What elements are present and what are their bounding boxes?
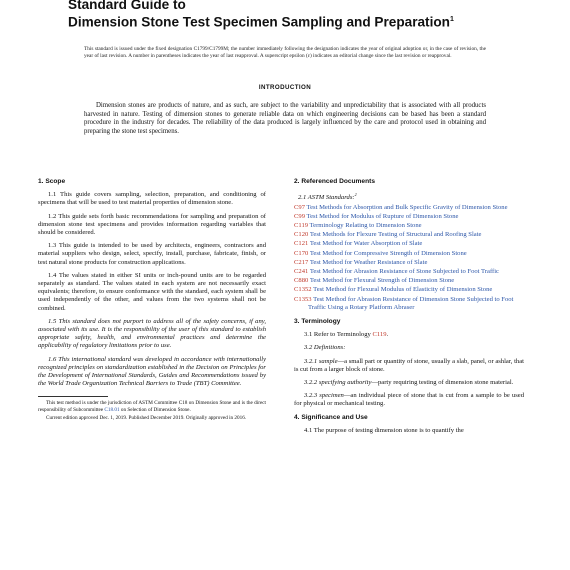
reference-item[interactable] <box>294 240 524 248</box>
term-specifying-authority-definition: —party requiring testing of dimension stone material. <box>371 379 514 387</box>
terminology-3-1-prefix: 3.1 Refer to Terminology <box>304 331 371 339</box>
reference-title[interactable]: Test Methods for Flexure Testing of Structural and Roofing Slate <box>309 231 482 239</box>
reference-item[interactable] <box>294 250 524 258</box>
reference-list <box>294 204 524 312</box>
right-column <box>294 178 524 440</box>
scope-paragraph-1-4: 1.4 The values stated in either SI units or inch-pound units are to be regarded separately as standard. The values stated in each system are not necessarily exact equivalents; therefore, to ensure conformance with the standard, each system shall be used independently of the other, and values from the two systems shall not be combined. <box>38 271 266 312</box>
reference-code[interactable]: C170 <box>294 249 309 257</box>
reference-item[interactable] <box>294 259 524 267</box>
scope-paragraph-1-6: 1.6 This international standard was developed in accordance with internationally recognized principles on standardization established in the Decision on Principles for the Development of International Standards, Guides and Recommendations issued by the World Trade Organization Technical Barriers to Trade (TBT) Committee. <box>38 355 266 388</box>
reference-item[interactable] <box>294 296 524 312</box>
scope-paragraph-1-5: 1.5 This standard does not purport to address all of the safety concerns, if any, associated with its use. It is the responsibility of the user of this standard to establish appropriate safety, health, and environmental practices and determine the applicability of regulatory limitations prior to use. <box>38 317 266 350</box>
terminology-heading: 3. Terminology <box>294 318 341 326</box>
scope-heading: 1. Scope <box>38 178 66 185</box>
astm-standards-subheading <box>294 191 524 202</box>
reference-code[interactable]: C217 <box>294 258 309 266</box>
reference-title[interactable]: Test Method for Compressive Strength of Dimension Stone <box>309 249 467 257</box>
reference-code[interactable]: C1353 <box>294 295 312 303</box>
scope-paragraph-1-2: 1.2 This guide sets forth basic recommendations for sampling and preparation of dimension stone test specimens and provides information regarding variables that should be considered. <box>38 212 266 237</box>
reference-item[interactable] <box>294 268 524 276</box>
reference-code[interactable]: C97 <box>294 203 305 211</box>
footnote-1-link[interactable]: C18.01 <box>104 406 120 413</box>
footnote-1 <box>38 400 266 413</box>
term-specimen-definition: —an individual piece of stone that is cut from a sample to be used for physical or mechanical testing. <box>294 392 524 408</box>
terminology-paragraph-3-2-1 <box>294 358 524 374</box>
reference-title[interactable]: Terminology Relating to Dimension Stone <box>309 222 422 229</box>
term-sample-definition: —a small part or quantity of stone, usually a slab, panel, or ashlar, that is cut from a larger block of stone. <box>294 357 524 373</box>
term-sample: 3.2.1 sample <box>304 357 338 365</box>
significance-paragraph-4-1: 4.1 The purpose of testing dimension stone is to quantify the <box>304 426 464 434</box>
terminology-c119-link[interactable]: C119 <box>372 331 387 339</box>
title-line-2-text: Dimension Stone Test Specimen Sampling and Preparation <box>68 14 450 30</box>
reference-item[interactable] <box>294 222 524 230</box>
reference-title[interactable]: Test Method for Abrasion Resistance of Dimension Stone Subjected to Foot Traffic Using a Rotary Platform Abraser <box>308 295 514 311</box>
footnote-1-suffix: on Selection of Dimension Stone. <box>120 406 191 413</box>
term-specimen: 3.2.3 specimen <box>304 392 344 400</box>
reference-item[interactable] <box>294 204 524 212</box>
terminology-3-1-suffix: . <box>386 331 389 339</box>
reference-code[interactable]: C99 <box>294 212 305 220</box>
terminology-paragraph-3-2-2 <box>294 379 524 387</box>
left-column <box>38 178 266 424</box>
title-line-1: Standard Guide to <box>68 0 186 12</box>
reference-item[interactable] <box>294 231 524 239</box>
designation-notice: This standard is issued under the fixed designation C1799/C1799M; the number immediately following the designation indicates the year of original adoption or, in the case of revision, the year of last revision. A number in parentheses indicates the year of last reapproval. A superscript epsilon (ε) indicates an editorial change since the last revision or reapproval. <box>84 46 486 59</box>
introduction-text: Dimension stones are products of nature, and as such, are subject to the variability and unpredictability that is associated with all products harvested in nature. Testing of dimension stones to generate reliable data on which engineering decisions can be based has been a standard procedure in the industry for decades. The reliability of the data produced is largely influenced by the care and protocol used in obtaining and preparing the stone test specimens. <box>84 102 486 135</box>
reference-code[interactable]: C121 <box>294 240 309 248</box>
title-line-2 <box>68 12 488 30</box>
scope-paragraph-1-3: 1.3 This guide is intended to be used by architects, engineers, contractors and material suppliers who design, select, specify, install, purchase, fabricate, finish, or test natural stone products for construction applications. <box>38 242 266 266</box>
reference-title[interactable]: Test Method for Water Absorption of Slate <box>309 240 423 248</box>
terminology-paragraph-3-2-3 <box>294 392 524 408</box>
reference-title[interactable]: Test Method for Flexural Modulus of Elasticity of Dimension Stone <box>313 286 493 294</box>
footnote-1-prefix: This test method is under the jurisdiction of ASTM Committee C18 on Dimension Stone and is the direct responsibility of Subcommittee <box>38 400 266 413</box>
reference-title[interactable]: Test Method for Weather Resistance of Slate <box>309 258 428 266</box>
reference-code[interactable]: C120 <box>294 231 309 239</box>
reference-title[interactable]: Test Methods for Absorption and Bulk Specific Gravity of Dimension Stone <box>306 203 508 211</box>
reference-item[interactable] <box>294 213 524 221</box>
reference-code[interactable]: C1352 <box>294 286 312 294</box>
referenced-documents-heading: 2. Referenced Documents <box>294 178 375 185</box>
reference-title[interactable]: Test Method for Flexural Strength of Dimension Stone <box>309 277 455 285</box>
introduction-heading: INTRODUCTION <box>258 84 312 91</box>
reference-code[interactable]: C119 <box>294 222 309 229</box>
document-title <box>68 0 488 30</box>
title-footnote-mark: 1 <box>449 16 454 23</box>
astm-standards-label: 2.1 ASTM Standards: <box>298 194 355 202</box>
reference-title[interactable]: Test Method for Abrasion Resistance of Stone Subjected to Foot Traffic <box>309 268 499 276</box>
significance-heading: 4. Significance and Use <box>294 413 368 421</box>
term-specifying-authority: 3.2.2 specifying authority <box>304 379 372 387</box>
reference-code[interactable]: C241 <box>294 268 309 276</box>
footnote-2: Current edition approved Dec. 1, 2019. Published December 2019. Originally approved in 2016. <box>46 415 247 422</box>
terminology-paragraph-3-1 <box>294 331 524 339</box>
terminology-paragraph-3-2: 3.2 Definitions: <box>304 344 346 352</box>
footnote-divider <box>38 396 108 397</box>
reference-item[interactable] <box>294 277 524 285</box>
reference-code[interactable]: C880 <box>294 277 309 285</box>
reference-title[interactable]: Test Method for Modulus of Rupture of Dimension Stone <box>306 212 459 220</box>
astm-standards-footnote-mark: 2 <box>354 192 357 198</box>
scope-paragraph-1-1: 1.1 This guide covers sampling, selection, preparation, and conditioning of specimens that will be used to test material properties of dimension stone. <box>38 191 266 207</box>
reference-item[interactable] <box>294 286 524 294</box>
